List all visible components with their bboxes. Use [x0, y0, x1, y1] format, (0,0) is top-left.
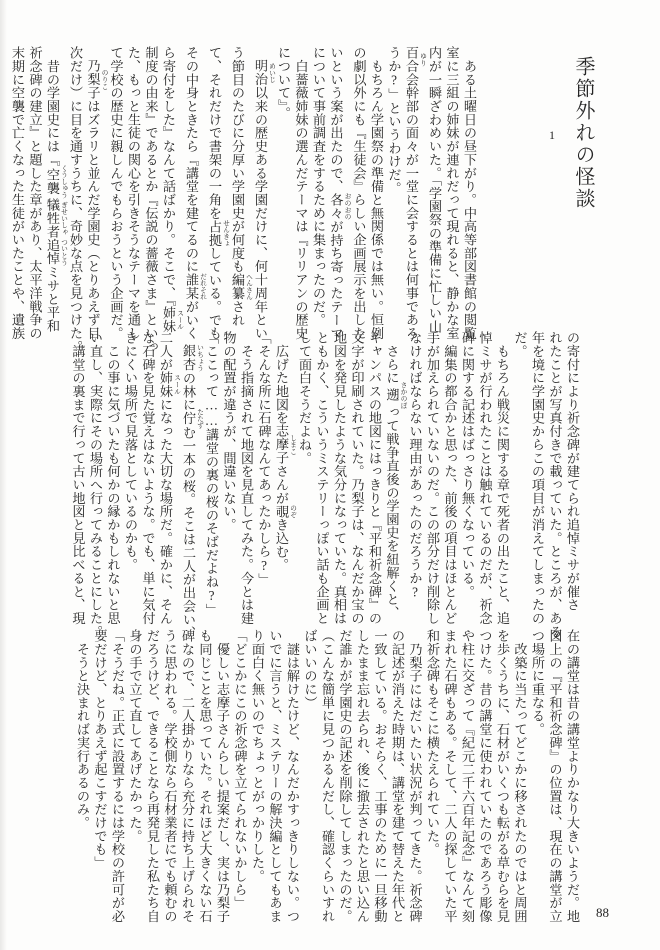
- text-line: なければならない理由があったのだろうか?: [407, 331, 423, 600]
- text-line: ある土曜日の昼下がり。中高等部図書館の閲覧: [462, 46, 477, 340]
- text-block-bottom: [74, 629, 582, 929]
- text-line: 広げた地図を志摩子 しまこさんが覗 のぞき込む。: [274, 331, 296, 572]
- text-line: 乃梨子 のりこはズラリと並んだ学園史（とりあえず目: [85, 59, 107, 340]
- text-line: 講堂の裏まで行って古い地図と見比べると、現: [70, 331, 86, 625]
- text-line: 一致している。おそらく、工事のために一旦移動: [372, 629, 388, 923]
- chapter-title: 季節外れの怪談: [572, 56, 594, 210]
- text-line: うか?」というわけだ。: [386, 46, 402, 195]
- text-line: 編集の都合かと思った、前後の項目はほとんど: [442, 331, 458, 625]
- text-line: だ。: [512, 331, 528, 358]
- text-block-top: [9, 46, 479, 354]
- text-line: 物の配置が違うが、間違いない。: [221, 331, 237, 532]
- section-number: 1: [549, 128, 555, 142]
- text-line: や柱に交ざって『紀元二千六百年記念』なんて刻: [460, 629, 475, 923]
- text-line: 優しい志摩子さんらしい提案だし、実は乃梨子: [215, 629, 230, 923]
- text-line: の劇以外にも『生徒会』らしい企画展示を出した: [351, 46, 367, 340]
- text-line: 「ここって……講堂の裏の桜のそばだよね?」: [204, 331, 219, 617]
- text-line: の寄付により祈念碑が建てられ追悼ミサが催さ: [565, 331, 580, 612]
- text-line: い直し、実際にその場所へ行ってみることにした。: [88, 331, 103, 639]
- text-line: う節目のたびに分厚い学園史が何度も編纂 へんさんされ: [230, 46, 252, 327]
- text-line: 百合 ゆり会幹部の面々が一堂に会するとは何事であろ: [404, 46, 426, 340]
- text-line: この事に気づいたも何かの縁かもしれないと思: [105, 331, 121, 625]
- text-line: きにくい場所で見落としているのかも。: [123, 331, 138, 572]
- text-line: 要だけど、とりあえず起こすだけでも」: [92, 629, 108, 870]
- text-line: を歩くうちに、石材がいくつも転がる草むらを見: [495, 629, 510, 923]
- text-line: 「そうだね。正式に設置するには学校の許可が必: [110, 629, 125, 923]
- text-line: そう指摘されて地図を見直してみた。今とは建: [239, 331, 254, 625]
- text-line: 文字が印刷されていた。乃梨子は、なんだか宝の: [349, 331, 365, 625]
- text-line: だろうけど、できることなら再発見した私たち自: [145, 629, 160, 923]
- text-line: 在の講堂は昔の講堂よりかなり大きいようだ。地: [565, 629, 580, 923]
- text-line: り面白く無いのでちょっとがっかりした。: [250, 629, 265, 883]
- text-line: したまま忘れ去られ、後に撤去されたと思い込ん: [355, 629, 370, 923]
- text-line: その中身ときたら『講堂を建てるのに誰某 だれそれがいく: [184, 46, 206, 340]
- text-line: て学校の歴史に親しんでもらおうという企画だ。: [108, 46, 124, 340]
- text-line: 地図を発見したような気分になっていた。真相は: [332, 331, 347, 625]
- text-line: つ場所に重なる。: [530, 629, 545, 736]
- page-number: 88: [596, 905, 609, 920]
- text-line: の記述が消えた時期は、講堂を建て替えた年代と: [390, 629, 405, 923]
- text-line: そうと決まれば実行あるのみ。: [75, 629, 90, 830]
- text-line: さらに遡 さかのぼって戦争直後の学園史を紐解くと、: [384, 331, 406, 620]
- text-line: 銀杏 いちょうの林に佇 たたずむ一本の桜。そこは二人が出会い、: [181, 344, 203, 640]
- text-line: な石碑を見た覚えはないような。でも、単に気付: [140, 331, 156, 625]
- text-line: 「そんな所に石碑なんてあったかしら?」: [256, 331, 272, 587]
- text-line: もちろん学園祭の準備と無関係では無い。恒例: [369, 46, 384, 340]
- text-line: 碑に関する記述はばっさり無くなっている。: [460, 331, 475, 598]
- text-line: て、それだけで書架の一角を占拠 せんきょしている。でも: [207, 46, 229, 340]
- text-line: 祈念碑の建立』と題した章があり、太平洋戦争の: [27, 46, 43, 340]
- text-line: 末期に空襲で亡くなった生徒がいたことや、遺族: [10, 46, 25, 340]
- text-line: 悼ミサが行われたことは触れているのだが、祈念: [477, 331, 493, 625]
- text-line: キャンパスの地図にはっきりと『平和祈念碑』の: [367, 331, 382, 625]
- text-line: ばいいのに）: [302, 629, 318, 710]
- text-line: 図上の『平和祈念碑』の位置は、現在の講堂が立: [547, 629, 563, 923]
- text-line: も同じことを思っていた。それほど大きくない石: [197, 629, 213, 923]
- text-line: について』。: [276, 46, 291, 120]
- text-line: について事前調査をするために集まったのだ。: [311, 46, 326, 327]
- text-line: 白薔薇姉妹の選んだテーマは『リリアンの歴史: [293, 46, 309, 340]
- text-line: つけた。昔の講堂に使われていたのであろう彫像: [477, 629, 493, 923]
- text-line: 手が加えられていないのだ。この部分だけ削除し: [425, 331, 440, 625]
- text-line: （こんな簡単に見つかるんだし、確認くらいすれ: [320, 629, 335, 923]
- text-line: もちろん戦災に関する章で死者の出たこと、追: [495, 331, 510, 625]
- text-line: 和祈念碑もそこに横たえられていた。: [425, 629, 440, 856]
- text-line: 改築に当たってどこかに移されたのではと周囲: [512, 629, 528, 923]
- text-line: 年を境に学園史からこの項目が消えてしまったの: [530, 331, 545, 625]
- text-line: いという案が出たので、各々 おのおのが持ち寄ったテーマ: [328, 46, 350, 340]
- text-line: うに思われる。学校側なら石材業者にでも頼むの: [162, 629, 178, 923]
- text-line: 制度の由来』であるとか『伝説の薔薇さま』といっ: [143, 46, 159, 354]
- text-line: ともかく、こういうミステリーっぽい話も企画と: [314, 331, 330, 625]
- text-line: 身の手で立て直してあげたかった。: [127, 629, 143, 843]
- text-line: ら寄付をした』なんて話ばかり。そこで、『姉妹 スール: [161, 46, 183, 334]
- text-line: 内が一瞬ざわめいた。「学園祭の準備に忙しい山: [427, 46, 442, 334]
- text-line: 昔の学園史には『空襲 くうしゅう犠牲者 ぎせいしゃ追悼 ついとうミサと平和: [45, 46, 67, 333]
- text-line: 二人が姉妹 スールになった大切な場所だ。確かに、そん: [158, 331, 180, 625]
- text-line: た、もっと生徒の関心を引きそうなテーマを通し: [126, 46, 141, 340]
- text-line: 乃梨子にはだいたい状況が判ってきた。祈念碑: [407, 629, 423, 923]
- text-line: 「どこかにこの祈念碑を立てられないかしら」: [232, 629, 248, 910]
- text-line: 明治 めいじ以来の歴史ある学園だけに、何十周年とい: [253, 59, 275, 340]
- text-line: まれた石碑もある。そして、二人の探していた平: [442, 629, 458, 923]
- text-line: れたことが写真付きで載っていた。ところが、ある: [547, 331, 563, 639]
- text-line: 碑なので、二人掛かりなら充分に持ち上げられそ: [180, 629, 195, 923]
- text-line: いでに言うと、ミステリーの解決編としてもあま: [267, 629, 283, 923]
- text-line: して面白そうだよね。: [297, 331, 312, 465]
- text-line: 室に三組の姉妹が連れだって現れると、静かな室: [444, 46, 460, 340]
- text-block-middle: [69, 331, 581, 640]
- text-line: だ誰かが学園史の記述を削除してしまったのだ。: [337, 629, 353, 923]
- text-line: 謎は解けたけど、なんだかすっきりしない。つ: [285, 629, 300, 923]
- text-line: 次だけ）に目を通すうちに、奇妙な点を見つけた。: [68, 46, 83, 354]
